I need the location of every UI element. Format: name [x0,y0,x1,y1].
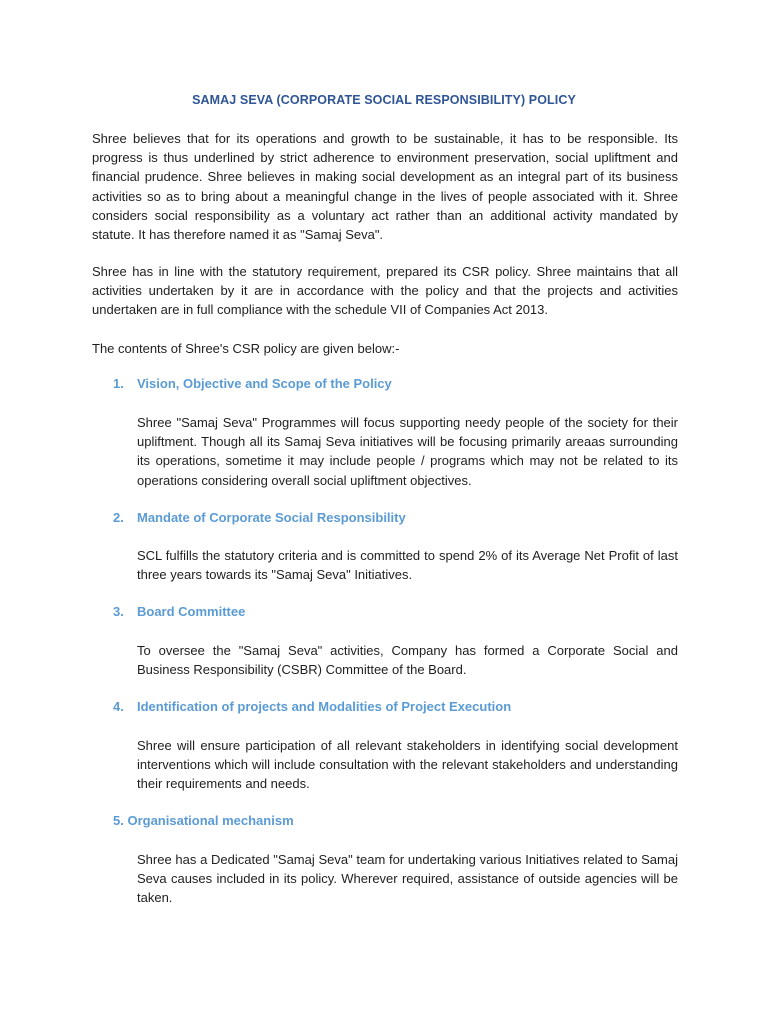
section-body-board-committee: To oversee the "Samaj Seva" activities, Company has formed a Corporate Social and Business Responsibility (CSBR) Committee of the Board. [137,643,678,678]
section-number: 3. [113,604,124,619]
section-heading-label: Board Committee [137,604,246,619]
section-body-organisational: Shree has a Dedicated "Samaj Seva" team for undertaking various Initiatives related to Samaj Seva causes included in its policy. Wherever required, assistance of outside agencies will be taken. [137,852,678,906]
intro-paragraph-1: Shree believes that for its operations and growth to be sustainable, it has to be responsible. Its progress is thus underlined by strict adherence to environment preservation, social upliftment and financial prudence. Shree believes in making social development as an integral part of its business activities so as to bring about a meaningful change in the lives of people associated with it. Shree considers social responsibility as a voluntary act rather than an additional activity mandated by statute. It has therefore named it as "Samaj Seva". [92,131,678,243]
section-heading-mandate [113,510,406,525]
section-number: 1. [113,376,124,391]
section-heading-label: Identification of projects and Modalities of Project Execution [137,699,512,714]
section-body-vision: Shree "Samaj Seva" Programmes will focus supporting needy people of the society for their upliftment. Though all its Samaj Seva initiatives will be focusing primarily areaas surrounding its operations, sometime it may include people / programs which may not be related to its operations considering overall social upliftment objectives. [137,415,678,488]
section-heading-vision [113,376,392,391]
page-title: SAMAJ SEVA (CORPORATE SOCIAL RESPONSIBILITY) POLICY [192,93,576,107]
section-heading-organisational [113,813,294,828]
section-number: 4. [113,699,124,714]
section-number: 2. [113,510,124,525]
section-heading-board-committee [113,604,245,619]
section-heading-label: Mandate of Corporate Social Responsibility [137,510,406,525]
intro-paragraph-2: Shree has in line with the statutory requirement, prepared its CSR policy. Shree maintains that all activities undertaken by it are in accordance with the policy and that the projects and activities undertaken are in full compliance with the schedule VII of Companies Act 2013. [92,264,678,318]
section-body-identification: Shree will ensure participation of all relevant stakeholders in identifying social development interventions which will include consultation with the relevant stakeholders and understanding their requirements and needs. [137,738,678,792]
section-body-mandate: SCL fulfills the statutory criteria and is committed to spend 2% of its Average Net Profit of last three years towards its "Samaj Seva" Initiatives. [137,548,678,583]
section-heading-label: Organisational mechanism [127,813,294,828]
contents-intro: The contents of Shree's CSR policy are given below:- [92,341,400,356]
section-heading-identification [113,699,511,714]
section-number: 5. [113,813,124,828]
section-heading-label: Vision, Objective and Scope of the Policy [137,376,392,391]
